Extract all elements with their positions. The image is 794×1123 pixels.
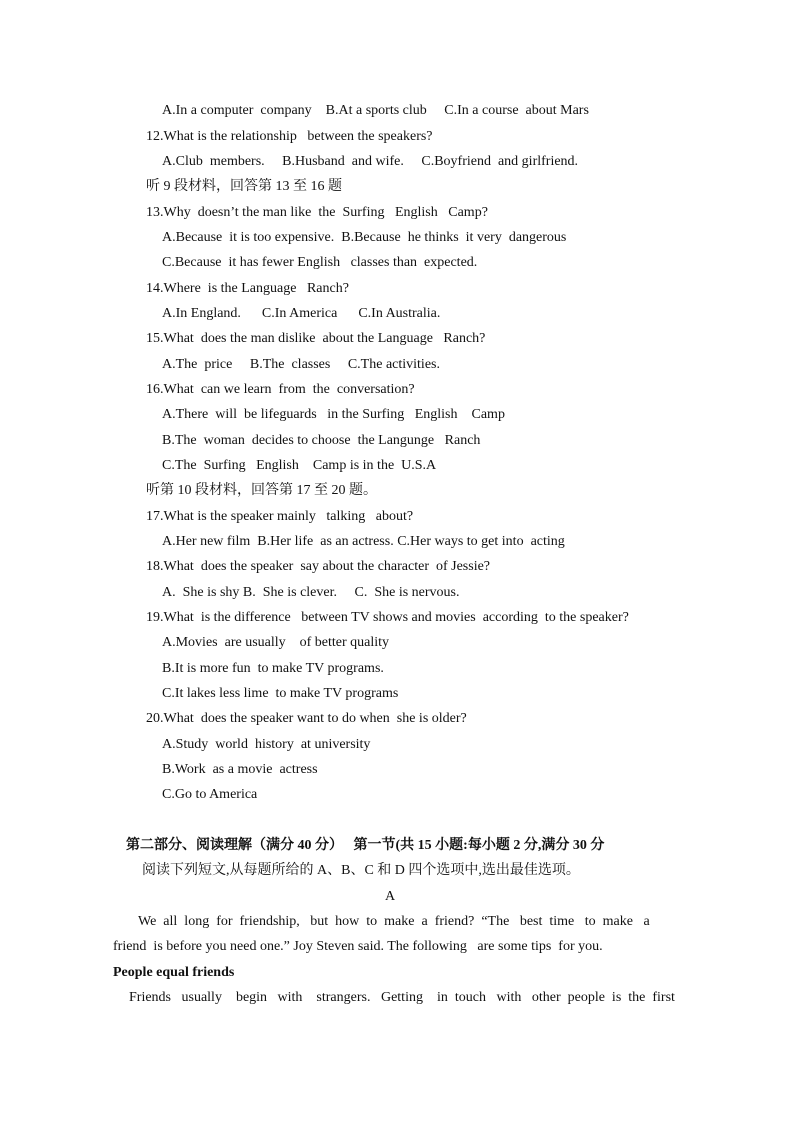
option-19-b: B.It is more fun to make TV programs. [162, 661, 384, 676]
material-9-heading: 听 9 段材料，回答第 13 至 16 题 [146, 179, 342, 194]
passage-subheading: People equal friends [113, 965, 235, 980]
question-12: 12.What is the relationship between the speakers? [146, 129, 433, 144]
question-14: 14.Where is the Language Ranch? [146, 281, 349, 296]
option-19-c: C.It lakes less lime to make TV programs [162, 686, 399, 701]
question-16: 16.What can we learn from the conversation? [146, 382, 415, 397]
passage-paragraph-2-line-1: Friends usually begin with strangers. Getting in touch with other people is the first [129, 990, 675, 1005]
passage-paragraph-1-line-2: friend is before you need one.” Joy Steven said. The following are some tips for you. [113, 939, 603, 954]
option-line-14: A.In England. C.In America C.In Australia. [162, 306, 441, 321]
option-19-a: A.Movies are usually of better quality [162, 635, 390, 650]
option-line-18: A. She is shy B. She is clever. C. She is nervous. [162, 585, 460, 600]
option-line-12: A.Club members. B.Husband and wife. C.Boyfriend and girlfriend. [162, 154, 579, 169]
passage-paragraph-1-line-1: We all long for friendship, but how to make a friend? “The best time to make a [138, 914, 650, 929]
question-20: 20.What does the speaker want to do when she is older? [146, 711, 467, 726]
material-10-heading: 听第 10 段材料，回答第 17 至 20 题。 [146, 483, 377, 498]
option-13-ab: A.Because it is too expensive. B.Because he thinks it very dangerous [162, 230, 567, 245]
question-15: 15.What does the man dislike about the Language Ranch? [146, 331, 486, 346]
option-line-17: A.Her new film B.Her life as an actress. C.Her ways to get into acting [162, 534, 565, 549]
option-16-c: C.The Surfing English Camp is in the U.S.A [162, 458, 437, 473]
section-2-instruction: 阅读下列短文,从每题所给的 A、B、C 和 D 四个选项中,选出最佳选项。 [142, 863, 580, 878]
question-17: 17.What is the speaker mainly talking about? [146, 509, 414, 524]
option-line-11: A.In a computer company B.At a sports club C.In a course about Mars [162, 103, 589, 118]
option-20-b: B.Work as a movie actress [162, 762, 318, 777]
option-16-b: B.The woman decides to choose the Langunge Ranch [162, 433, 481, 448]
option-20-c: C.Go to America [162, 787, 258, 802]
question-19: 19.What is the difference between TV shows and movies according to the speaker? [146, 610, 629, 625]
option-13-c: C.Because it has fewer English classes than expected. [162, 255, 478, 270]
option-line-15: A.The price B.The classes C.The activities. [162, 357, 440, 372]
question-13: 13.Why doesn’t the man like the Surfing English Camp? [146, 205, 488, 220]
passage-label: A [385, 889, 396, 904]
option-16-a: A.There will be lifeguards in the Surfing English Camp [162, 407, 505, 422]
section-2-heading: 第二部分、阅读理解（满分 40 分） 第一节(共 15 小题:每小题 2 分,满分 30 分 [126, 838, 605, 853]
question-18: 18.What does the speaker say about the character of Jessie? [146, 559, 491, 574]
option-20-a: A.Study world history at university [162, 737, 371, 752]
